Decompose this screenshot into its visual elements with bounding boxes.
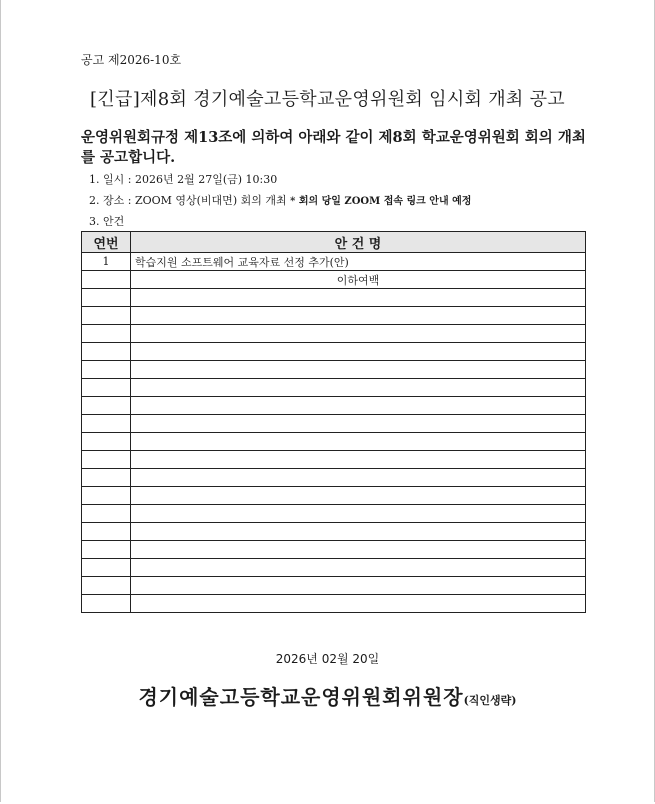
table-row [82,451,586,469]
table-row [82,415,586,433]
row-number: 1 [82,253,131,271]
issuer-name: 경기예술고등학교운영위원회위원장 [138,685,464,709]
row-number [82,271,131,289]
table-row [82,433,586,451]
table-row [82,307,586,325]
notice-number: 공고 제2026-10호 [81,53,182,67]
table-row [82,343,586,361]
lead-paragraph: 운영위원회규정 제13조에 의하여 아래와 같이 제8회 학교운영위원회 회의 개최를 공고합니다. [81,129,586,166]
document-title: [긴급]제8회 경기예술고등학교운영위원회 임시회 개최 공고 [90,89,565,110]
table-row [82,505,586,523]
table-row [82,541,586,559]
table-row [82,487,586,505]
agenda-table [81,231,586,613]
table-row [82,469,586,487]
table-row [82,253,586,271]
header-subject: 안 건 명 [131,232,586,253]
table-row [82,325,586,343]
table-row [82,595,586,613]
place-value: ZOOM 영상(비대면) 회의 개최 [134,194,287,207]
table-row [82,397,586,415]
table-row [82,289,586,307]
agenda-label: 3. 안건 [89,215,125,228]
table-row [82,271,586,289]
date-label: 1. 일시 : [89,173,132,186]
table-row [82,577,586,595]
issuer-signature [0,681,655,710]
meeting-place-line [89,192,471,208]
table-header-row [82,232,586,253]
header-number: 연번 [82,232,131,253]
table-row [82,559,586,577]
row-subject: 학습지원 소프트웨어 교육자료 선정 추가(안) [131,253,586,271]
place-note: * 회의 당일 ZOOM 접속 링크 안내 예정 [290,196,472,207]
issue-date: 2026년 02월 20일 [275,652,380,666]
table-row [82,361,586,379]
place-label: 2. 장소 : [89,194,132,207]
date-value: 2026년 2월 27일(금) 10:30 [134,173,278,186]
table-row [82,379,586,397]
end-of-list-note: 이하여백 [131,271,586,289]
table-row [82,523,586,541]
meeting-date-line [89,171,277,187]
seal-omitted-note: (직인생략) [463,694,517,707]
